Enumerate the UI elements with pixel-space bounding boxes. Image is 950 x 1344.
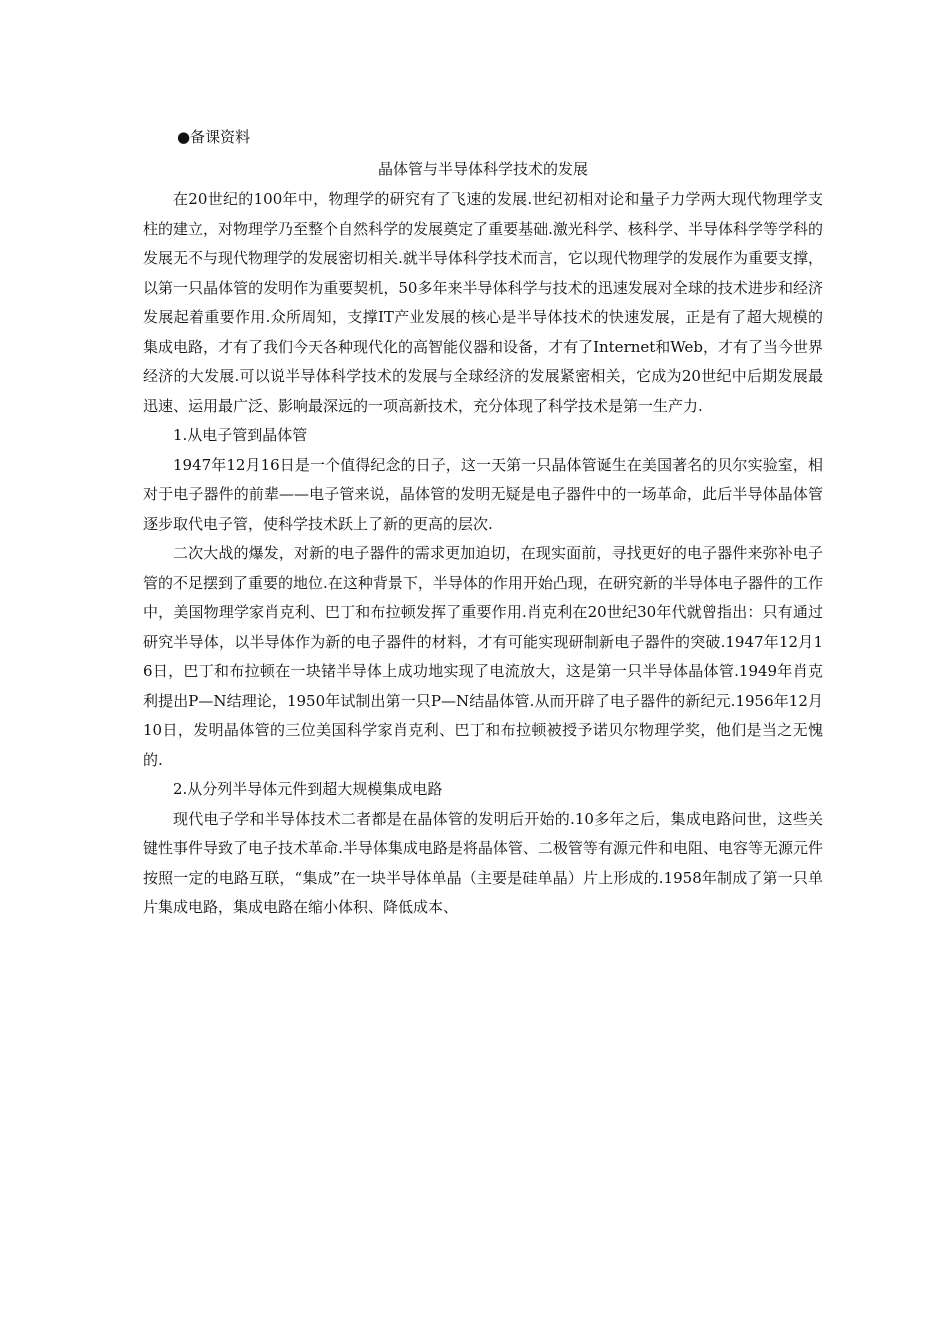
section-2-paragraph-1: 现代电子学和半导体技术二者都是在晶体管的发明后开始的.10多年之后，集成电路问世，这些关键性事件导致了电子技术革命.半导体集成电路是将晶体管、二极管等有源元件和电阻、电容等无源元件按照一定的电路互联，“集成”在一块半导体单晶（主要是硅单晶）片上形成的.1958年制成了第一只单片集成电路，集成电路在缩小体积、降低成本、 [143,809,823,916]
section-label: ●备课资料 [177,128,251,146]
section-1-paragraph-1: 1947年12月16日是一个值得纪念的日子，这一天第一只晶体管诞生在美国著名的贝尔实验室，相对于电子器件的前辈——电子管来说，晶体管的发明无疑是电子器件中的一场革命，此后半导体晶体管逐步取代电子管，使科学技术跃上了新的更高的层次. [143,455,823,533]
document-page [143,124,823,923]
intro-paragraph: 在20世纪的100年中，物理学的研究有了飞速的发展.世纪初相对论和量子力学两大现代物理学支柱的建立，对物理学乃至整个自然科学的发展奠定了重要基础.激光科学、核科学、半导体科学等学科的发展无不与现代物理学的发展密切相关.就半导体科学技术而言，它以现代物理学的发展作为重要支撑，以第一只晶体管的发明作为重要契机，50多年来半导体科学与技术的迅速发展对全球的技术进步和经济发展起着重要作用.众所周知，支撑IT产业发展的核心是半导体技术的快速发展，正是有了超大规模的集成电路，才有了我们今天各种现代化的高智能仪器和设备，才有了Internet和Web，才有了当今世界经济的大发展.可以说半导体科学技术的发展与全球经济的发展紧密相关，它成为20世纪中后期发展最迅速、运用最广泛、影响最深远的一项高新技术，充分体现了科学技术是第一生产力. [143,190,823,415]
section-1-paragraph-2: 二次大战的爆发，对新的电子器件的需求更加迫切，在现实面前，寻找更好的电子器件来弥补电子管的不足摆到了重要的地位.在这种背景下，半导体的作用开始凸现，在研究新的半导体电子器件的工作中，美国物理学家肖克利、巴丁和布拉顿发挥了重要作用.肖克利在20世纪30年代就曾指出：只有通过研究半导体，以半导体作为新的电子器件的材料，才有可能实现研制新电子器件的突破.1947年12月16日，巴丁和布拉顿在一块锗半导体上成功地实现了电流放大，这是第一只半导体晶体管.1949年肖克利提出P—N结理论，1950年试制出第一只P—N结晶体管.从而开辟了电子器件的新纪元.1956年12月10日，发明晶体管的三位美国科学家肖克利、巴丁和布拉顿被授予诺贝尔物理学奖，他们是当之无愧的. [143,544,823,769]
section-1-heading: 1.从电子管到晶体管 [173,426,308,444]
document-title: 晶体管与半导体科学技术的发展 [377,160,588,178]
section-2-heading: 2.从分列半导体元件到超大规模集成电路 [173,780,443,798]
